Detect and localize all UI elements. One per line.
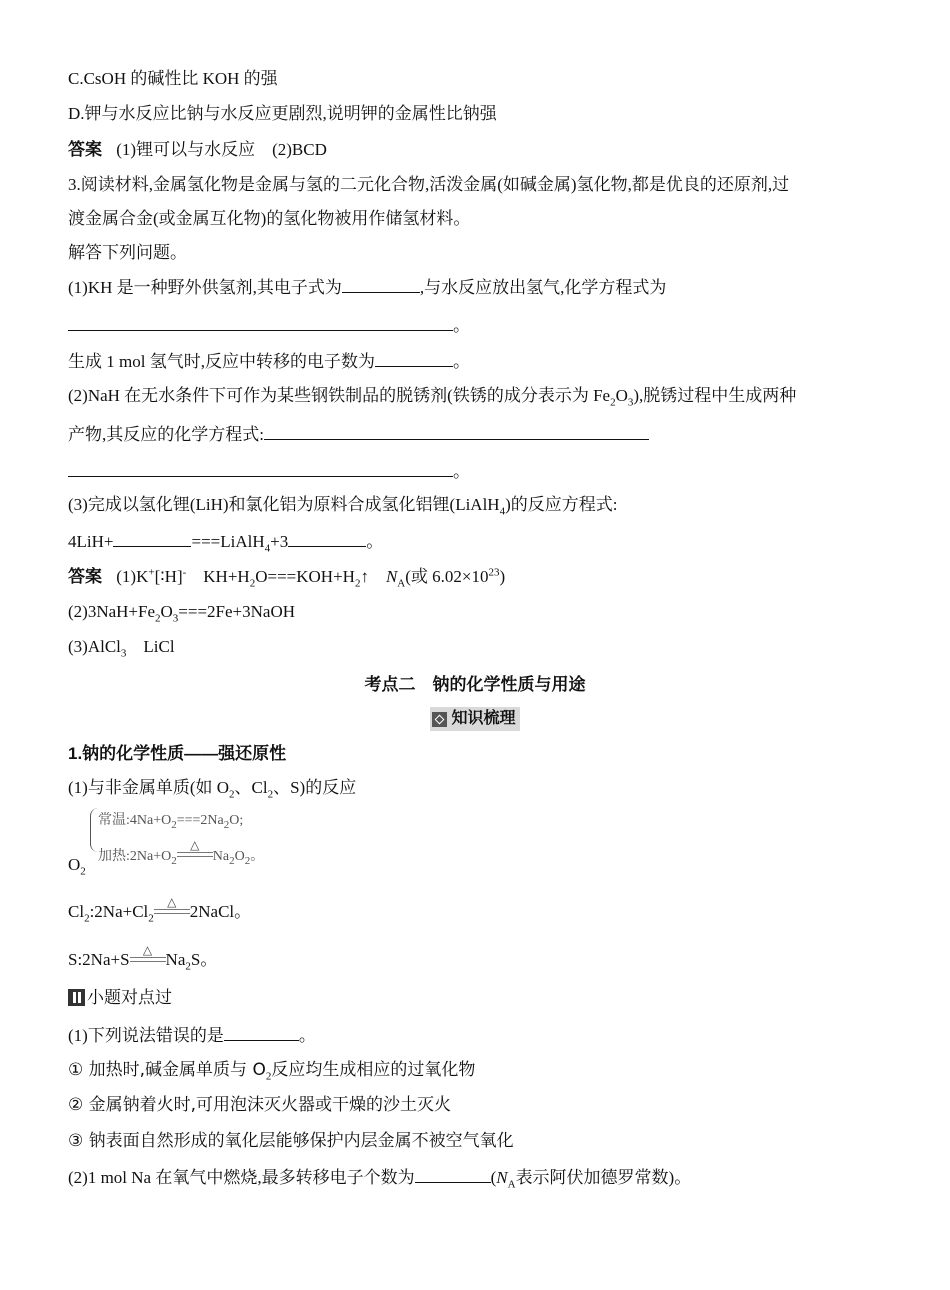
answer-3-line-2: $(2)3NaH+Fe_2O_3===2Fe+3NaOH$ (68, 602, 296, 625)
p-text: ( (490, 1168, 497, 1187)
o2-normal-reaction (98, 810, 243, 832)
r-text: ===2Na (176, 813, 224, 828)
avogadro-symbol: N (496, 1168, 508, 1187)
subscript: 3 (627, 396, 634, 409)
subscript: 2 (148, 912, 154, 925)
cl2-reaction (68, 895, 252, 925)
subscript: 3 (120, 647, 127, 660)
ans-text: (或 6.02×10 (405, 567, 489, 586)
o2-label (68, 854, 86, 876)
h-text: (1)与非金属单质(如 O (68, 778, 230, 797)
answer-2-text: (1)锂可以与水反应 (2)BCD (116, 140, 327, 159)
subscript: 2 (185, 960, 191, 973)
badge-label: 知识梳理 (451, 710, 516, 727)
practice-q1-item-2: ② 金属钠着火时,可用泡沫灭火器或干燥的沙土灭火 (68, 1095, 452, 1115)
r-text: 常温:4Na+O (98, 813, 172, 828)
r-text: Cl (68, 902, 85, 921)
o2-heat-reaction (98, 838, 265, 868)
eq-text-c: +3 (270, 532, 289, 551)
eq-text-a: 4LiH+ (68, 532, 114, 551)
ans-text: O===KOH+H (255, 567, 355, 586)
q3-part2-text-a: (2)NaH 在无水条件下可作为某些钢铁制品的脱锈剂(铁锈的成分表示为 Fe (68, 386, 611, 405)
h-text: 、Cl (234, 778, 268, 797)
r-text: :2Na+Cl (89, 902, 149, 921)
subscript: 2 (80, 865, 86, 878)
ans-text: LiCl (126, 637, 175, 656)
superscript: 23 (488, 566, 500, 579)
q3-part1-electrons-line (68, 350, 470, 373)
option-d: D.钾与水反应比钠与水反应更剧烈,说明钾的金属性比钠强 (68, 104, 497, 123)
q3-part2-line-3 (68, 460, 470, 483)
answer-blank-electron-formula[interactable] (342, 276, 420, 293)
subscript: 2 (265, 1070, 272, 1083)
r-text: O; (229, 813, 244, 828)
ans-text: (1)K (116, 567, 149, 586)
subscript: 2 (171, 854, 177, 867)
ans-text: KH+H (186, 567, 250, 586)
answer-blank-equation-2b[interactable] (68, 460, 453, 477)
ans-text: ↑ (360, 567, 386, 586)
heading-1-1 (68, 777, 356, 799)
q3-part1-line (68, 276, 666, 299)
heat-condition-sign (130, 943, 166, 965)
subscript: 3 (172, 612, 179, 625)
period: 。 (453, 462, 470, 481)
eq-text-b: ===LiAlH (191, 532, 265, 551)
q3-part1-equation-line (68, 314, 470, 337)
knowledge-badge-row (0, 707, 950, 733)
subscript: 2 (155, 612, 161, 625)
section-title: 考点二 钠的化学性质与用途 (364, 675, 586, 694)
answer-label: 答案 (68, 140, 102, 159)
period: 。 (298, 1026, 316, 1045)
r-text: 。 (250, 849, 265, 864)
avogadro-symbol: N (385, 567, 398, 586)
subscript: 2 (171, 818, 177, 831)
practice-q1 (68, 1024, 316, 1047)
subscript: 2 (354, 577, 361, 590)
subscript: 4 (264, 542, 271, 555)
subscript: 2 (610, 396, 616, 409)
heat-condition-sign (177, 838, 213, 860)
practice-flag-icon (68, 989, 85, 1006)
option-c: C.CsOH 的碱性比 KOH 的强 (68, 69, 278, 88)
ans-text: ===2Fe+3NaOH (178, 602, 296, 621)
practice-q1-item-3: ③ 钠表面自然形成的氧化层能够保护内层金属不被空气氧化 (68, 1131, 514, 1151)
q3-text-line-1: 3.阅读材料,金属氢化物是金属与氢的二元化合物,活泼金属(如碱金属)氢化物,都是优良的还原剂,过 (68, 175, 790, 194)
diamond-icon (432, 712, 447, 727)
subscript: 2 (229, 788, 235, 801)
p-text: 反应均生成相应的过氧化物 (271, 1060, 476, 1080)
subscript: 4 (499, 505, 506, 518)
practice-heading (68, 987, 172, 1009)
r-text: S:2Na+S (68, 950, 130, 969)
answer-blank-product[interactable] (288, 530, 366, 547)
heat-condition-sign (154, 895, 190, 917)
period: 。 (366, 532, 384, 551)
ans-text: (3)AlCl (68, 637, 121, 656)
q3-part3-text-b: )的反应方程式: (505, 495, 618, 514)
r-text: 2NaCl。 (189, 902, 252, 921)
r-text: Na (165, 950, 186, 969)
o2-label-text: O (68, 855, 81, 874)
practice-q1-item-1 (68, 1059, 475, 1081)
h-text: 、S)的反应 (273, 778, 357, 797)
q3-part1-text-c: 生成 1 mol 氢气时,反应中转移的电子数为 (68, 352, 375, 371)
period: 。 (452, 352, 470, 371)
answer-3-line-1 (68, 566, 505, 588)
ans-text: [∶H] (154, 567, 183, 586)
answer-blank-equation-2a[interactable] (264, 423, 649, 440)
q3-text-line-2: 渡金属合金(或金属互化物)的氢化物被用作储氢材料。 (68, 209, 471, 228)
subscript: A (397, 577, 406, 590)
r-text: Na (212, 849, 230, 864)
subscript: A (507, 1178, 516, 1191)
period: 。 (453, 316, 470, 335)
q3-part3-line (68, 494, 617, 516)
answer-blank-practice-1[interactable] (224, 1024, 299, 1041)
ans-text: ) (499, 567, 506, 586)
knowledge-badge (430, 707, 519, 731)
r-text: O (234, 849, 245, 864)
subscript: 2 (84, 912, 90, 925)
p-text: (2)1 mol Na 在氧气中燃烧,最多转移电子个数为 (68, 1168, 415, 1187)
q3-part3-text-a: (3)完成以氢化锂(LiH)和氯化铝为原料合成氢化铝锂(LiAlH (68, 495, 500, 514)
answer-3-line-3 (68, 636, 175, 658)
heading-1: 1.钠的化学性质——强还原性 (68, 744, 287, 763)
answer-blank-practice-2[interactable] (415, 1166, 491, 1183)
p-text: ① 加热时,碱金属单质与 O (68, 1060, 266, 1080)
r-text: S。 (190, 950, 218, 969)
heat-triangle-icon: △ (190, 838, 200, 852)
p-text: (1)下列说法错误的是 (68, 1026, 224, 1045)
q3-part2-line-2 (68, 423, 649, 446)
answer-label: 答案 (68, 567, 102, 586)
subscript: 2 (244, 854, 251, 867)
subscript: 2 (229, 854, 235, 867)
q3-text-line-3: 解答下列问题。 (68, 243, 187, 262)
ans-text: (2)3NaH+Fe (68, 602, 156, 621)
subscript: 2 (267, 788, 274, 801)
answer-blank-electrons[interactable] (375, 350, 453, 367)
q3-part2-line: (2)NaH 在无水条件下可作为某些钢铁制品的脱锈剂(铁锈的成分表示为 $Fe_2O_3$),脱锈过程中生成两种 (68, 386, 797, 409)
subscript: 2 (223, 818, 230, 831)
practice-label: 小题对点过 (87, 988, 172, 1007)
q3-part1-text-a: (1)KH 是一种野外供氢剂,其电子式为 (68, 278, 342, 297)
q3-part2-text-b: ),脱锈过程中生成两种 (633, 386, 797, 405)
q3-part2-text-c: 产物,其反应的化学方程式: (68, 425, 264, 444)
r-text: 加热:2Na+O (98, 849, 172, 864)
heat-triangle-icon: △ (167, 895, 177, 909)
practice-q2 (68, 1166, 691, 1189)
superscript: - (182, 566, 187, 579)
answer-blank-reactant[interactable] (113, 530, 191, 547)
q3-part1-text-b: ,与水反应放出氢气,化学方程式为 (419, 278, 667, 297)
subscript: 2 (249, 577, 256, 590)
s-reaction (68, 943, 218, 973)
superscript: + (148, 566, 155, 579)
answer-blank-equation-1[interactable] (68, 314, 453, 331)
answer-2 (68, 139, 327, 161)
heat-triangle-icon: △ (142, 943, 153, 957)
q3-part3-equation (68, 530, 383, 553)
p-text: 表示阿伏加德罗常数)。 (515, 1168, 692, 1187)
